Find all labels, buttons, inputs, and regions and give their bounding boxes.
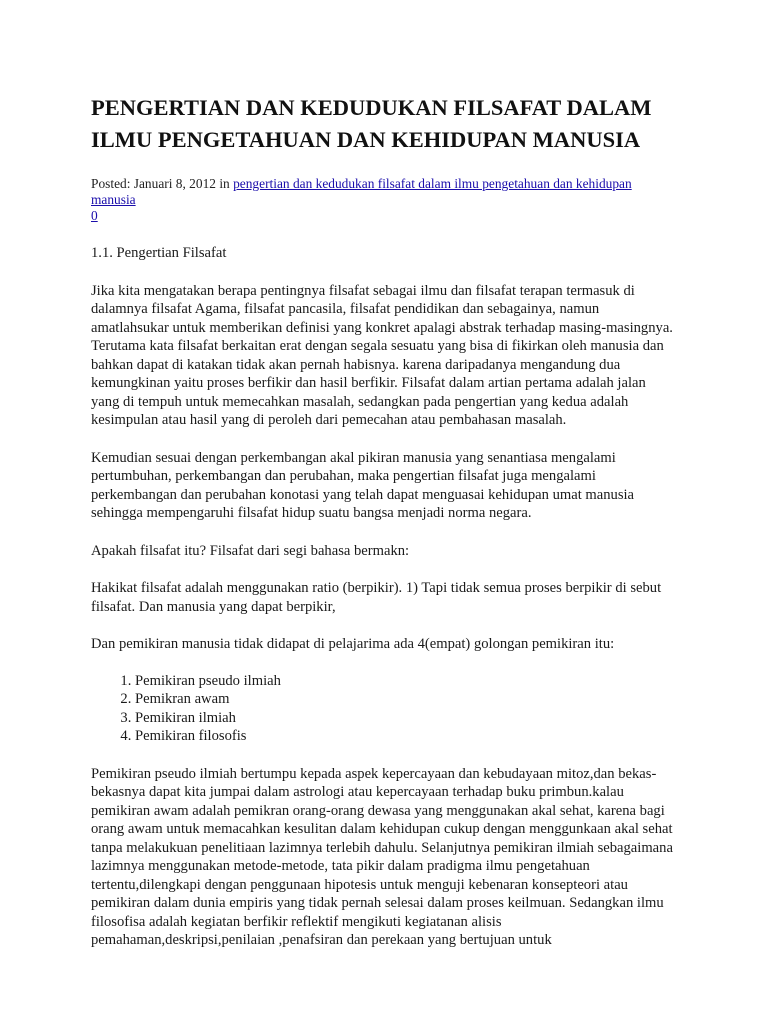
paragraph-3: Apakah filsafat itu? Filsafat dari segi bahasa bermakn:	[91, 542, 410, 559]
post-meta	[91, 176, 676, 224]
thinking-types-list	[91, 672, 676, 746]
posted-date: Posted: Januari 8, 2012 in	[91, 176, 234, 191]
paragraph-1: Jika kita mengatakan berapa pentingnya filsafat sebagai ilmu dan filsafat terapan termasuk di dalamnya filsafat Agama, filsafat pancasila, filsafat pendidikan dan sebagainya, namun amatlahsukar untuk memberikan definisi yang konkret apalagi abstrak terhadap masing-masingnya. Terutama kata filsafat berkaitan erat dengan segala sesuatu yang bisa di fikirkan oleh manusia dan bahkan dapat di katakan tidak akan pernah habisnya. karena daripadanya mengandung dua kemungkinan yaitu proses berfikir dan hasil berfikir. Filsafat dalam artian pertama adalah jalan yang di tempuh untuk memecahkan masalah, sedangkan pada pengertian yang kedua adalah kesimpulan atau hasil yang di peroleh dari pemecahan atau pembahasan masalah.	[91, 282, 673, 428]
paragraph-5: Dan pemikiran manusia tidak didapat di pelajarima ada 4(empat) golongan pemikiran itu:	[91, 636, 615, 652]
comment-count-link[interactable]: 0	[91, 208, 98, 223]
list-item: 3. Pemikiran ilmiah	[135, 709, 676, 728]
document-page	[91, 92, 676, 950]
list-item: 4. Pemikiran filosofis	[135, 727, 676, 746]
list-item: 2. Pemikran awam	[135, 690, 676, 709]
section-heading: 1.1. Pengertian Filsafat	[91, 245, 227, 261]
paragraph-4: Hakikat filsafat adalah menggunakan ratio (berpikir). 1) Tapi tidak semua proses berpikir di sebut filsafat. Dan manusia yang dapat berpikir,	[91, 580, 662, 615]
paragraph-6: Pemikiran pseudo ilmiah bertumpu kepada aspek kepercayaan dan kebudayaan mitoz,dan bekas-bekasnya dapat kita jumpai dalam astrologi atau kepercayaan terhadap buku primbun.kalau pemikiran awam adalah pemikran orang-orang dewasa yang menggunakan akal sehat, karena bagi orang awam untuk memacahkan kesulitan dalam kehidupan cukup dengan menggunkaan akal sehat tanpa melakukuan penelitiaan lazimnya terlebih dahulu. Selanjutnya pemikiran ilmiah sebagaimana lazimnya menggunakan metode-metode, tata pikir dalam pradigma ilmu pengetahuan tertentu,dilengkapi dengan penggunaan hipotesis untuk menguji kebenaran konsepteori atau pemikiran dalam dunia empiris yang tidak pernah selesai dalam proses keilmuan. Sedangkan ilmu filosofisa adalah kegiatan berfikir reflektif mengikuti kegiatanan alisis pemahaman,deskripsi,penilaian ,penafsiran dan perekaan yang bertujuan untuk	[91, 765, 673, 948]
article-title-line-2: ILMU PENGETAHUAN DAN KEHIDUPAN MANUSIA	[91, 127, 641, 152]
paragraph-2: Kemudian sesuai dengan perkembangan akal pikiran manusia yang senantiasa mengalami pertumbuhan, perkembangan dan perubahan, maka pengertian filsafat juga mengalami perkembangan dan perubahan konotasi yang telah dapat menguasai kehidupan umat manusia sehingga mempengaruhi filsafat hidup suatu bangsa menjadi norma negara.	[91, 449, 635, 521]
category-link[interactable]: pengertian dan kedudukan filsafat dalam ilmu pengetahuan dan kehidupan manusia	[91, 176, 632, 207]
list-item: 1. Pemikiran pseudo ilmiah	[135, 672, 676, 691]
article-title	[91, 92, 676, 156]
article-title-line-1: PENGERTIAN DAN KEDUDUKAN FILSAFAT DALAM	[91, 95, 652, 120]
